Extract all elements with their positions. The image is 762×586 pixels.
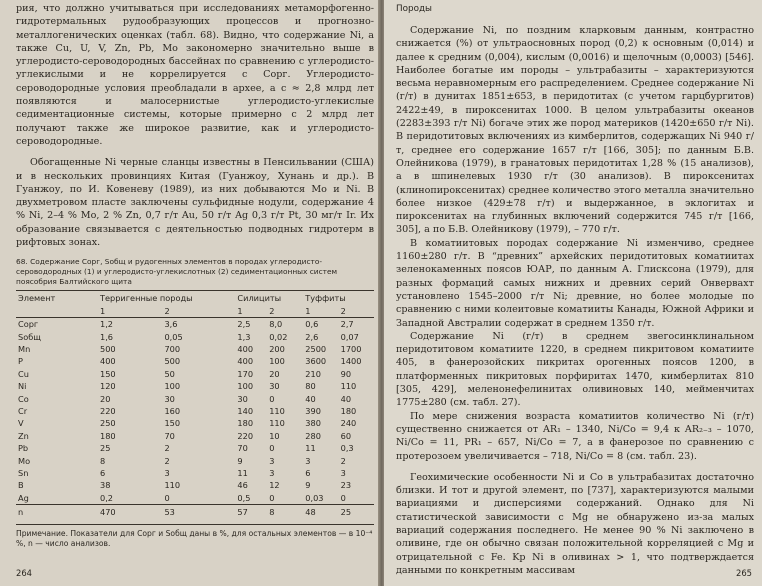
- table-cell: 0: [269, 443, 275, 454]
- subheader: 1: [303, 305, 338, 318]
- table-cell: 6: [100, 468, 106, 478]
- table-cell: 9: [305, 480, 311, 491]
- table-cell: 180: [237, 418, 254, 429]
- table-cell: 470: [98, 504, 162, 519]
- table-cell: 400: [237, 356, 254, 367]
- table-cell: 23: [340, 480, 352, 491]
- table-cell: 57: [235, 504, 267, 519]
- table-cell: 3: [164, 468, 170, 478]
- subheader: 2: [267, 305, 303, 318]
- element-table: [16, 290, 374, 519]
- table-cell: 0,2: [100, 492, 114, 503]
- table-cell: 3: [340, 468, 346, 478]
- table-cell: 3,6: [164, 319, 178, 330]
- table-cell: 3: [269, 468, 275, 478]
- table-cell: 150: [164, 418, 181, 429]
- table-cell: 50: [164, 368, 175, 379]
- group-header-terrigenous: Терригенные породы: [98, 291, 235, 306]
- subheader: 2: [162, 305, 235, 318]
- table-cell: 0: [164, 492, 170, 503]
- table-cell: 2: [164, 443, 170, 454]
- table-cell: 20: [100, 393, 111, 404]
- table-cell: 3: [269, 455, 275, 466]
- table-cell: 2: [340, 455, 346, 466]
- table-cell: 3600: [305, 356, 327, 367]
- table-body: [16, 318, 374, 505]
- element-name-cell: Pb: [18, 443, 29, 454]
- right-page: [384, 0, 762, 586]
- table-cell: 120: [100, 381, 116, 392]
- element-name-cell: Cорг: [18, 319, 39, 330]
- page-number-left: 264: [16, 568, 32, 578]
- table-row: [16, 467, 374, 479]
- table-cell: 0,05: [164, 331, 183, 342]
- table-cell: 60: [340, 430, 352, 441]
- element-name-cell: Mo: [18, 455, 31, 466]
- table-cell: 46: [237, 480, 248, 491]
- table-cell: 220: [237, 430, 254, 441]
- table-cell: 500: [164, 356, 181, 367]
- table-cell: 0,3: [340, 443, 354, 454]
- table-row: [16, 318, 374, 331]
- table-cell: 8: [100, 455, 106, 466]
- element-name-cell: P: [18, 356, 23, 367]
- table-caption: 68. Содержание Cорг, Sобщ и рудогенных элементов в породах углеродисто-сероводородных (1) и углеродисто-углекислотных (2) седиментационных систем поясобрия Балтийского щита: [16, 257, 338, 286]
- table-cell: 400: [237, 344, 254, 355]
- table-cell: 180: [340, 406, 357, 417]
- table-row: [16, 380, 374, 392]
- table-row: [16, 405, 374, 417]
- table-cell: 1,2: [100, 319, 114, 330]
- table-row: [16, 492, 374, 505]
- table-note: Примечание. Показатели для Cорг и Sобщ даны в %, для остальных элементов — в 10⁻⁴ %, n — число анализов.: [16, 524, 374, 549]
- group-header-silicites: Силициты: [235, 291, 303, 306]
- element-name-cell: Co: [18, 393, 29, 404]
- table-cell: 110: [340, 381, 357, 392]
- right-paragraph-5: Геохимические особенности Ni и Co в ультрабазитах достаточно близки. И тот и другой элемент, по [737], характеризуются малыми вариациями и дисперсиями содержаний. Однако для Ni статистической зависимости с Mg не обнаружено из-за малых вариаций содержания последнего. Не менее 90 % Ni заключено в оливине, где он обычно связан положительной корреляцией с Mg и отрицательной с Fe. Kр Ni в оливинах > 1, что подтверждается данными по конкретным массивам: [396, 471, 754, 576]
- table-cell: 240: [340, 418, 357, 429]
- table-cell: 500: [100, 344, 116, 355]
- table-row: [16, 430, 374, 442]
- table-cell: 0,07: [340, 331, 359, 342]
- table-cell: n: [16, 504, 98, 519]
- subheader: 2: [339, 305, 374, 318]
- table-cell: 0,6: [305, 319, 319, 330]
- subheader-blank: [16, 305, 98, 318]
- right-paragraph-4: По мере снижения возраста коматиитов количество Ni (г/т) существенно снижается от AR₁ – 1340, Ni/Co = 9,4 к AR₂₋₃ – 1070, Ni/Co = 11, PR₁ – 657, Ni/Co = 7, а в фанерозое по сравнению с протерозоем увеличивается – 718, Ni/Co = 8 (см. табл. 23).: [396, 410, 754, 462]
- table-cell: 150: [100, 368, 116, 379]
- table-cell: 400: [100, 356, 116, 367]
- element-name-cell: Ni: [18, 381, 27, 392]
- table-cell: 8,0: [269, 319, 283, 330]
- table-row: [16, 442, 374, 454]
- table-cell: 0,03: [305, 492, 324, 503]
- table-cell: 140: [237, 406, 254, 417]
- page-number-right: 265: [736, 568, 752, 578]
- table-cell: 2,6: [305, 331, 319, 342]
- subheader: 1: [98, 305, 162, 318]
- table-cell: 25: [100, 443, 111, 454]
- running-head: Породы: [396, 4, 432, 14]
- table-cell: 200: [269, 344, 285, 355]
- table-cell: 1,3: [237, 331, 251, 342]
- table-cell: 90: [340, 368, 352, 379]
- element-name-cell: Zn: [18, 430, 29, 441]
- group-header-tuffites: Туффиты: [303, 291, 374, 306]
- table-cell: 2,5: [237, 319, 251, 330]
- table-cell: 30: [269, 381, 280, 392]
- table-row: [16, 331, 374, 343]
- table-cell: 10: [269, 430, 280, 441]
- table-cell: 11: [237, 468, 248, 478]
- table-cell: 160: [164, 406, 181, 417]
- element-name-cell: Cu: [18, 368, 29, 379]
- table-cell: 1,6: [100, 331, 114, 342]
- table-cell: 70: [164, 430, 175, 441]
- table-cell: 1700: [340, 344, 362, 355]
- element-name-cell: Sn: [18, 468, 29, 478]
- table-cell: 9: [237, 455, 243, 466]
- table-cell: 2: [164, 455, 170, 466]
- element-name-cell: Ag: [18, 492, 29, 503]
- table-cell: 11: [305, 443, 316, 454]
- element-name-cell: V: [18, 418, 24, 429]
- table-cell: 390: [305, 406, 321, 417]
- table-cell: 2500: [305, 344, 327, 355]
- table-row: [16, 355, 374, 367]
- table-cell: 280: [305, 430, 321, 441]
- table-cell: 30: [164, 393, 175, 404]
- table-cell: 70: [237, 443, 248, 454]
- element-name-cell: Sобщ: [18, 331, 41, 342]
- table-row: [16, 368, 374, 380]
- table-row: [16, 392, 374, 404]
- element-name-cell: B: [18, 480, 24, 491]
- table-cell: 700: [164, 344, 181, 355]
- table-cell: 48: [303, 504, 338, 519]
- table-cell: 210: [305, 368, 321, 379]
- table-row: [16, 479, 374, 491]
- element-name-cell: Cr: [18, 406, 28, 417]
- table-cell: 100: [164, 381, 181, 392]
- table-row: [16, 343, 374, 355]
- table-cell: 0,02: [269, 331, 288, 342]
- table-cell: 38: [100, 480, 111, 491]
- table-cell: 0: [269, 492, 275, 503]
- table-cell: 180: [100, 430, 116, 441]
- right-paragraph-1: Содержание Ni, по поздним кларковым данным, контрастно снижается (%) от ультраосновных пород (0,2) к основным (0,014) и далее к средним (0,004), кислым (0,0016) и щелочным (0,0003) [546]. Наиболее богатые им породы – ультрабазиты – характеризуются весьма неравномерным его распределением. Среднее содержание Ni (г/т) в дунитах 1851±653, в перидотитах (с учетом гарцбургитов) 2422±49, в пироксенитах 1000. В целом ультрабазиты океанов (2283±393 г/т Ni) богаче этих же пород материков (1420±650 г/т Ni). В перидотитовых включениях из кимберлитов, содержащих Ni 940 г/т, среднее его содержание 1657 г/т [166, 305]; по данным Б.В. Олейникова (1979), в гранатовых перидотитах 1,28 % (15 анализов), а в шпинелевых 1930 г/т (30 анализов). В пироксенитах (клинопироксенитах) среднее количество этого металла значительно более низкое (429±78 г/т) и выдержанное, в эклогитах и пироксенитах на глубинных включений содержится 745 г/т [166, 305], а по Б.В. Олейникову (1979), – 770 г/т.: [396, 25, 754, 236]
- table-cell: 100: [237, 381, 254, 392]
- table-cell: 25: [339, 504, 374, 519]
- table-cell: 170: [237, 368, 254, 379]
- table-cell: 12: [269, 480, 280, 491]
- table-cell: 3: [305, 455, 311, 466]
- table-cell: 220: [100, 406, 116, 417]
- table-cell: 250: [100, 418, 116, 429]
- subheader: 1: [235, 305, 267, 318]
- table-cell: 40: [305, 393, 316, 404]
- right-paragraph-2: В коматиитовых породах содержание Ni изменчиво, среднее 1160±280 г/т. В “древних” архейских перидотитовых коматиитах зеленокаменных поясов ЮАР, по данным А. Глисксона (1979), для разных формаций самых нижних и древних серий Онвервахт установлено 1545–2000 г/т Ni; древние, но более молодые по сравнению с ними колеитовые коматииты Канады, Южной Африки и Западной Австралии содержат в среднем 1350 г/т.: [396, 237, 754, 329]
- table-cell: 6: [305, 468, 311, 478]
- table-cell: 110: [164, 480, 181, 491]
- table-total-row: [16, 504, 374, 519]
- table-cell: 0: [340, 492, 346, 503]
- table-cell: 20: [269, 368, 280, 379]
- table-cell: 8: [267, 504, 303, 519]
- table-row: [16, 417, 374, 429]
- table-cell: 40: [340, 393, 352, 404]
- left-paragraph-2: Обогащенные Ni черные сланцы известны в Пенсильвании (США) и в нескольких провинциях Китая (Гуанжоу, Хунань и др.). В Гуанжоу, по И. Ковеневу (1989), из них добываются Mo и Ni. В двухметровом пласте заключены сульфидные нодули, содержание 4 % Ni, 2–4 % Mo, 2 % Zn, 0,7 г/т Au, 50 г/т Ag 0,3 г/т Pt, 30 мг/т Ir. Их образование связывается с деятельностью подводных гидротерм в рифтовых зонах.: [16, 157, 374, 249]
- table-cell: 80: [305, 381, 316, 392]
- left-paragraph-1: рия, что должно учитываться при исследованиях метаморфогенно-гидротермальных рудообразующих процессов и прогнозно-металлогенических оценках (табл. 68). Видно, что содержание Ni, а также Cu, U, V, Zn, Pb, Mo закономерно значительно выше в углеродисто-сероводородных бассейнах по сравнению с углеродисто-углекислыми и не коррелируется с Cорг. Углеродисто-сероводородные условия преобладали в архее, а с ≈ 2,8 млрд лет появляются и малосернистые углеродисто-углекислые седиментационные системы, которые примерно с 2 млрд лет получают также же широкое развитие, как и углеродисто-сероводородные.: [16, 3, 374, 147]
- col-element-header: Элемент: [16, 291, 98, 306]
- table-cell: 100: [269, 356, 285, 367]
- table-row: [16, 454, 374, 466]
- table-cell: 0: [269, 393, 275, 404]
- table-cell: 53: [162, 504, 235, 519]
- table-cell: 0,5: [237, 492, 251, 503]
- table-cell: 1400: [340, 356, 362, 367]
- table-cell: 380: [305, 418, 321, 429]
- table-cell: 2,7: [340, 319, 354, 330]
- element-name-cell: Mn: [18, 344, 31, 355]
- left-page: [0, 0, 380, 586]
- right-paragraph-3: Содержание Ni (г/т) в среднем звегосинклинальном перидотитовом коматиите 1220, в среднем пикритовом коматиите 405, в фанерозойских пикритах орогенных поясов 1200, в платформенных пикритовых порфиритах 1470, кимберлитах 810 [305, 429], меленонефелинитах оливиновых 140, мейменчитах 1775±280 (см. табл. 27).: [396, 330, 754, 409]
- table-cell: 110: [269, 406, 285, 417]
- table-cell: 110: [269, 418, 285, 429]
- table-cell: 30: [237, 393, 248, 404]
